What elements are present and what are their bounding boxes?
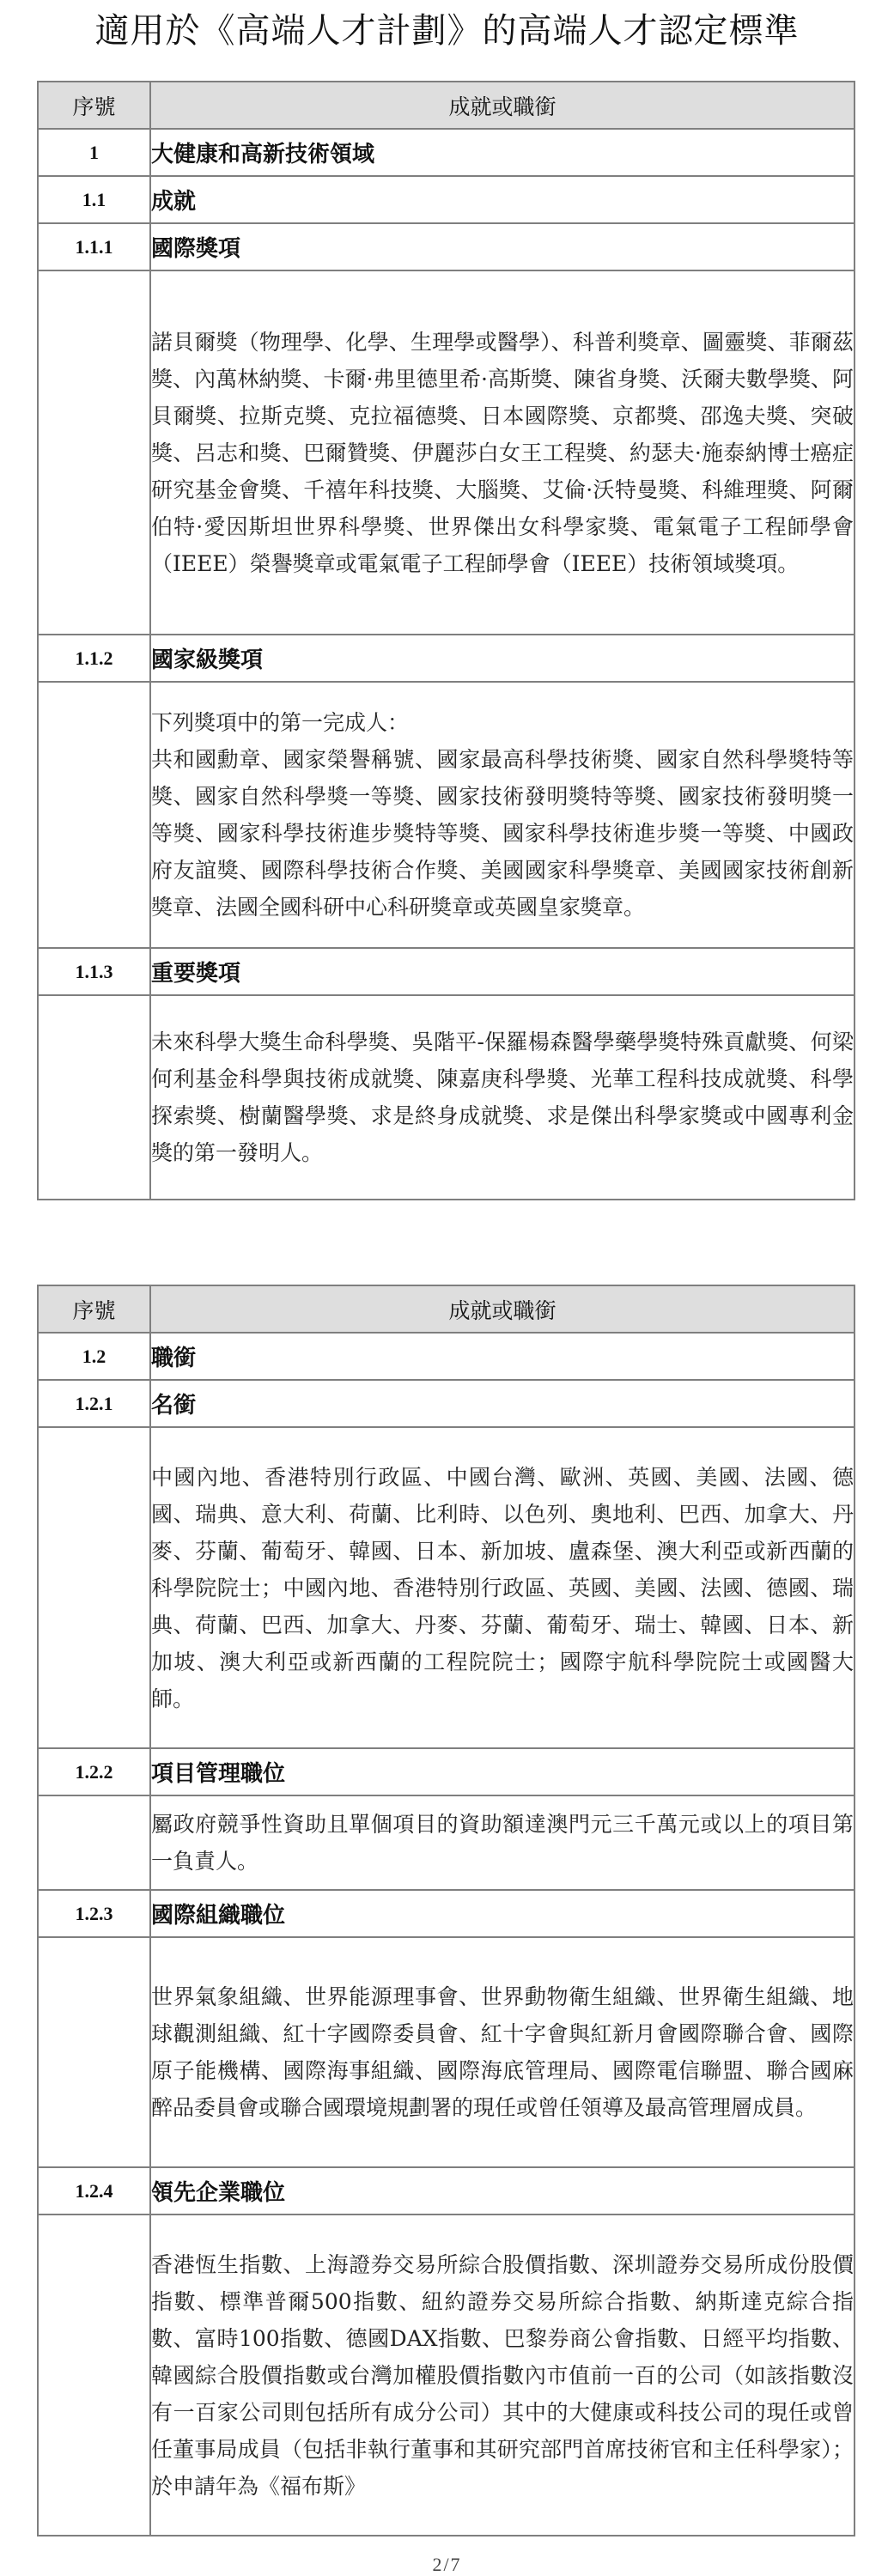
- row-label: 國際組織職位: [150, 1890, 854, 1937]
- row-number: 1.2.2: [38, 1748, 150, 1795]
- content-row: [38, 682, 854, 948]
- national-awards-list: 共和國勳章、國家榮譽稱號、國家最高科學技術獎、國家自然科學獎特等獎、國家自然科學獎一等獎、國家技術發明獎特等獎、國家技術發明獎一等獎、國家科學技術進步獎特等獎、國家科學技術進步獎一等獎、中國政府友誼獎、國際科學技術合作獎、美國國家科學獎章、美國國家技術創新獎章、法國全國科研中心科研獎章或英國皇家獎章。: [151, 747, 854, 920]
- section-row: [38, 2167, 854, 2215]
- empty-number-cell: [38, 1795, 150, 1890]
- empty-number-cell: [38, 270, 150, 635]
- row-label: 國家級獎項: [150, 635, 854, 682]
- section-row: [38, 176, 854, 223]
- row-label: 項目管理職位: [150, 1748, 854, 1795]
- row-label: 領先企業職位: [150, 2167, 854, 2215]
- section-row: [38, 1333, 854, 1380]
- column-header-achievement: 成就或職銜: [150, 82, 854, 129]
- empty-number-cell: [38, 2215, 150, 2536]
- section-row: [38, 223, 854, 270]
- section-row: [38, 129, 854, 176]
- national-awards-intro: 下列獎項中的第一完成人：: [151, 710, 410, 735]
- section-row: [38, 1890, 854, 1937]
- section-row: [38, 1380, 854, 1427]
- content-row: [38, 1937, 854, 2167]
- column-header-achievement: 成就或職銜: [150, 1285, 854, 1333]
- row-number: 1.2: [38, 1333, 150, 1380]
- international-organization-text: 世界氣象組織、世界能源理事會、世界動物衛生組織、世界衛生組織、地球觀測組織、紅十字國際委員會、紅十字會與紅新月會國際聯合會、國際原子能機構、國際海事組織、國際海底管理局、國際電信聯盟、聯合國麻醉品委員會或聯合國環境規劃署的現任或曾任領導及最高管理層成員。: [150, 1937, 854, 2167]
- content-row: [38, 2215, 854, 2536]
- row-number: 1.2.4: [38, 2167, 150, 2215]
- row-label: 職銜: [150, 1333, 854, 1380]
- criteria-table-2: [37, 1285, 855, 2537]
- section-row: [38, 635, 854, 682]
- row-number: 1.2.1: [38, 1380, 150, 1427]
- content-row: [38, 1427, 854, 1748]
- row-label: 國際獎項: [150, 223, 854, 270]
- column-header-number: 序號: [38, 82, 150, 129]
- content-row: [38, 270, 854, 635]
- table-header-row: [38, 82, 854, 129]
- international-awards-text: 諾貝爾獎（物理學、化學、生理學或醫學）、科普利獎章、圖靈獎、菲爾茲獎、內萬林納獎、卡爾·弗里德里希·高斯獎、陳省身獎、沃爾夫數學獎、阿貝爾獎、拉斯克獎、克拉福德獎、日本國際獎、京都獎、邵逸夫獎、突破獎、呂志和獎、巴爾贊獎、伊麗莎白女王工程獎、約瑟夫·施泰納博士癌症研究基金會獎、千禧年科技獎、大腦獎、艾倫·沃特曼獎、科維理獎、阿爾伯特·愛因斯坦世界科學獎、世界傑出女科學家獎、電氣電子工程師學會（IEEE）榮譽獎章或電氣電子工程師學會（IEEE）技術領域獎項。: [150, 270, 854, 635]
- empty-number-cell: [38, 1937, 150, 2167]
- national-awards-text: [150, 682, 854, 948]
- empty-number-cell: [38, 1427, 150, 1748]
- row-number: 1.2.3: [38, 1890, 150, 1937]
- row-label: 大健康和高新技術領域: [150, 129, 854, 176]
- row-label: 成就: [150, 176, 854, 223]
- document-title: 適用於《高端人才計劃》的高端人才認定標準: [94, 11, 800, 51]
- row-number: 1.1.1: [38, 223, 150, 270]
- row-number: 1.1: [38, 176, 150, 223]
- section-row: [38, 1748, 854, 1795]
- content-row: [38, 1795, 854, 1890]
- empty-number-cell: [38, 995, 150, 1200]
- column-header-number: 序號: [38, 1285, 150, 1333]
- project-management-text: 屬政府競爭性資助且單個項目的資助額達澳門元三千萬元或以上的項目第一負責人。: [150, 1795, 854, 1890]
- section-row: [38, 948, 854, 995]
- table-header-row: [38, 1285, 854, 1333]
- titles-text: 中國內地、香港特別行政區、中國台灣、歐洲、英國、美國、法國、德國、瑞典、意大利、荷蘭、比利時、以色列、奧地利、巴西、加拿大、丹麥、芬蘭、葡萄牙、韓國、日本、新加坡、盧森堡、澳大利亞或新西蘭的科學院院士；中國內地、香港特別行政區、英國、美國、法國、德國、瑞典、荷蘭、巴西、加拿大、丹麥、芬蘭、葡萄牙、瑞士、韓國、日本、新加坡、澳大利亞或新西蘭的工程院院士；國際宇航科學院院士或國醫大師。: [150, 1427, 854, 1748]
- empty-number-cell: [38, 682, 150, 948]
- criteria-table-1: [37, 81, 855, 1200]
- major-awards-text: 未來科學大獎生命科學獎、吳階平-保羅楊森醫學藥學獎特殊貢獻獎、何梁何利基金科學與技術成就獎、陳嘉庚科學獎、光華工程科技成就獎、科學探索獎、樹蘭醫學獎、求是終身成就獎、求是傑出科學家獎或中國專利金獎的第一發明人。: [150, 995, 854, 1200]
- row-number: 1.1.2: [38, 635, 150, 682]
- page-number: 2/7: [432, 2554, 462, 2575]
- leading-enterprise-text: 香港恆生指數、上海證券交易所綜合股價指數、深圳證券交易所成份股價指數、標準普爾500指數、紐約證券交易所綜合指數、納斯達克綜合指數、富時100指數、德國DAX指數、巴黎券商公會指數、日經平均指數、韓國綜合股價指數或台灣加權股價指數內市值前一百的公司（如該指數沒有一百家公司則包括所有成分公司）其中的大健康或科技公司的現任或曾任董事局成員（包括非執行董事和其研究部門首席技術官和主任科學家）；於申請年為《福布斯》: [150, 2215, 854, 2536]
- content-row: [38, 995, 854, 1200]
- row-number: 1.1.3: [38, 948, 150, 995]
- row-label: 重要獎項: [150, 948, 854, 995]
- row-number: 1: [38, 129, 150, 176]
- row-label: 名銜: [150, 1380, 854, 1427]
